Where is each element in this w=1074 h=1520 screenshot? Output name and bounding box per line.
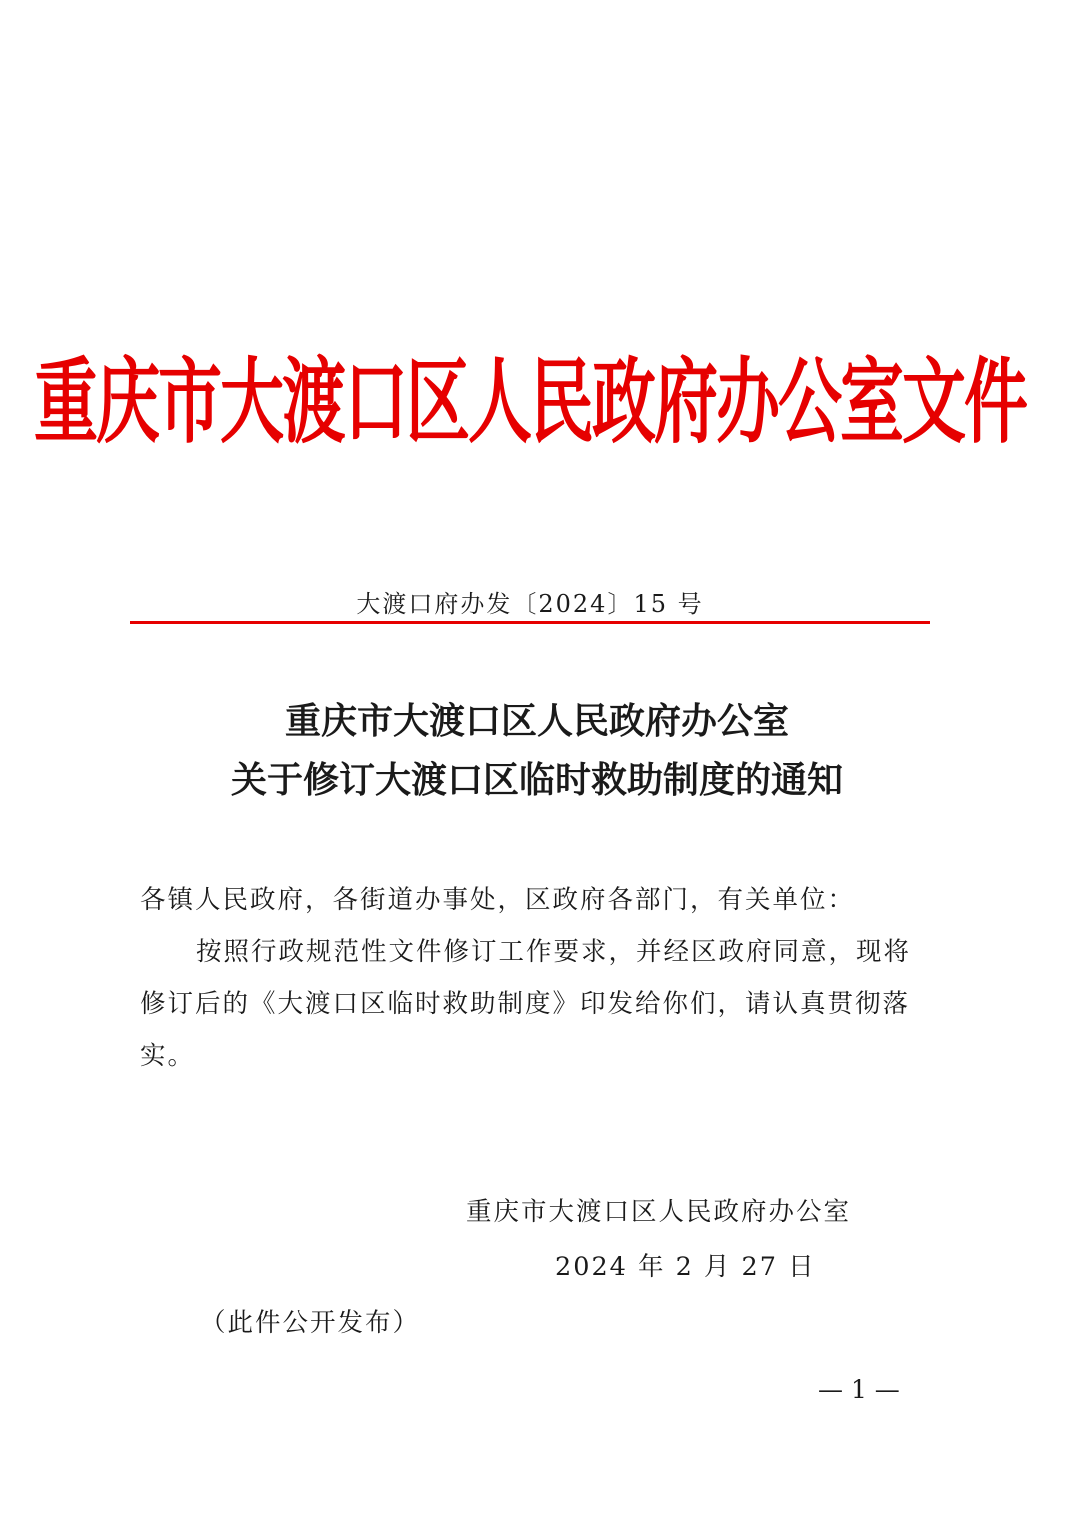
notice-title-line-1: 重庆市大渡口区人民政府办公室 [284,700,789,742]
body-paragraph-line-2: 修订后的《大渡口区临时救助制度》印发给你们，请认真贯彻落 [140,989,911,1019]
salutation: 各镇人民政府，各街道办事处，区政府各部门，有关单位： [140,885,856,915]
notice-title-line-2: 关于修订大渡口区临时救助制度的通知 [230,759,843,801]
page-number: — 1 — [818,1375,900,1404]
red-divider-line [130,621,930,624]
issue-date: 2024 年 2 月 27 日 [555,1252,816,1282]
body-paragraph-line-3: 实。 [140,1041,196,1071]
document-header-title: 重庆市大渡口区人民政府办公室文件 [34,350,1026,458]
public-release-note: （此件公开发布） [200,1308,421,1338]
document-number: 大渡口府办发〔2024〕15 号 [356,590,704,618]
body-paragraph-line-1: 按照行政规范性文件修订工作要求，并经区政府同意，现将 [196,937,912,967]
issuer-signature: 重庆市大渡口区人民政府办公室 [466,1197,852,1227]
